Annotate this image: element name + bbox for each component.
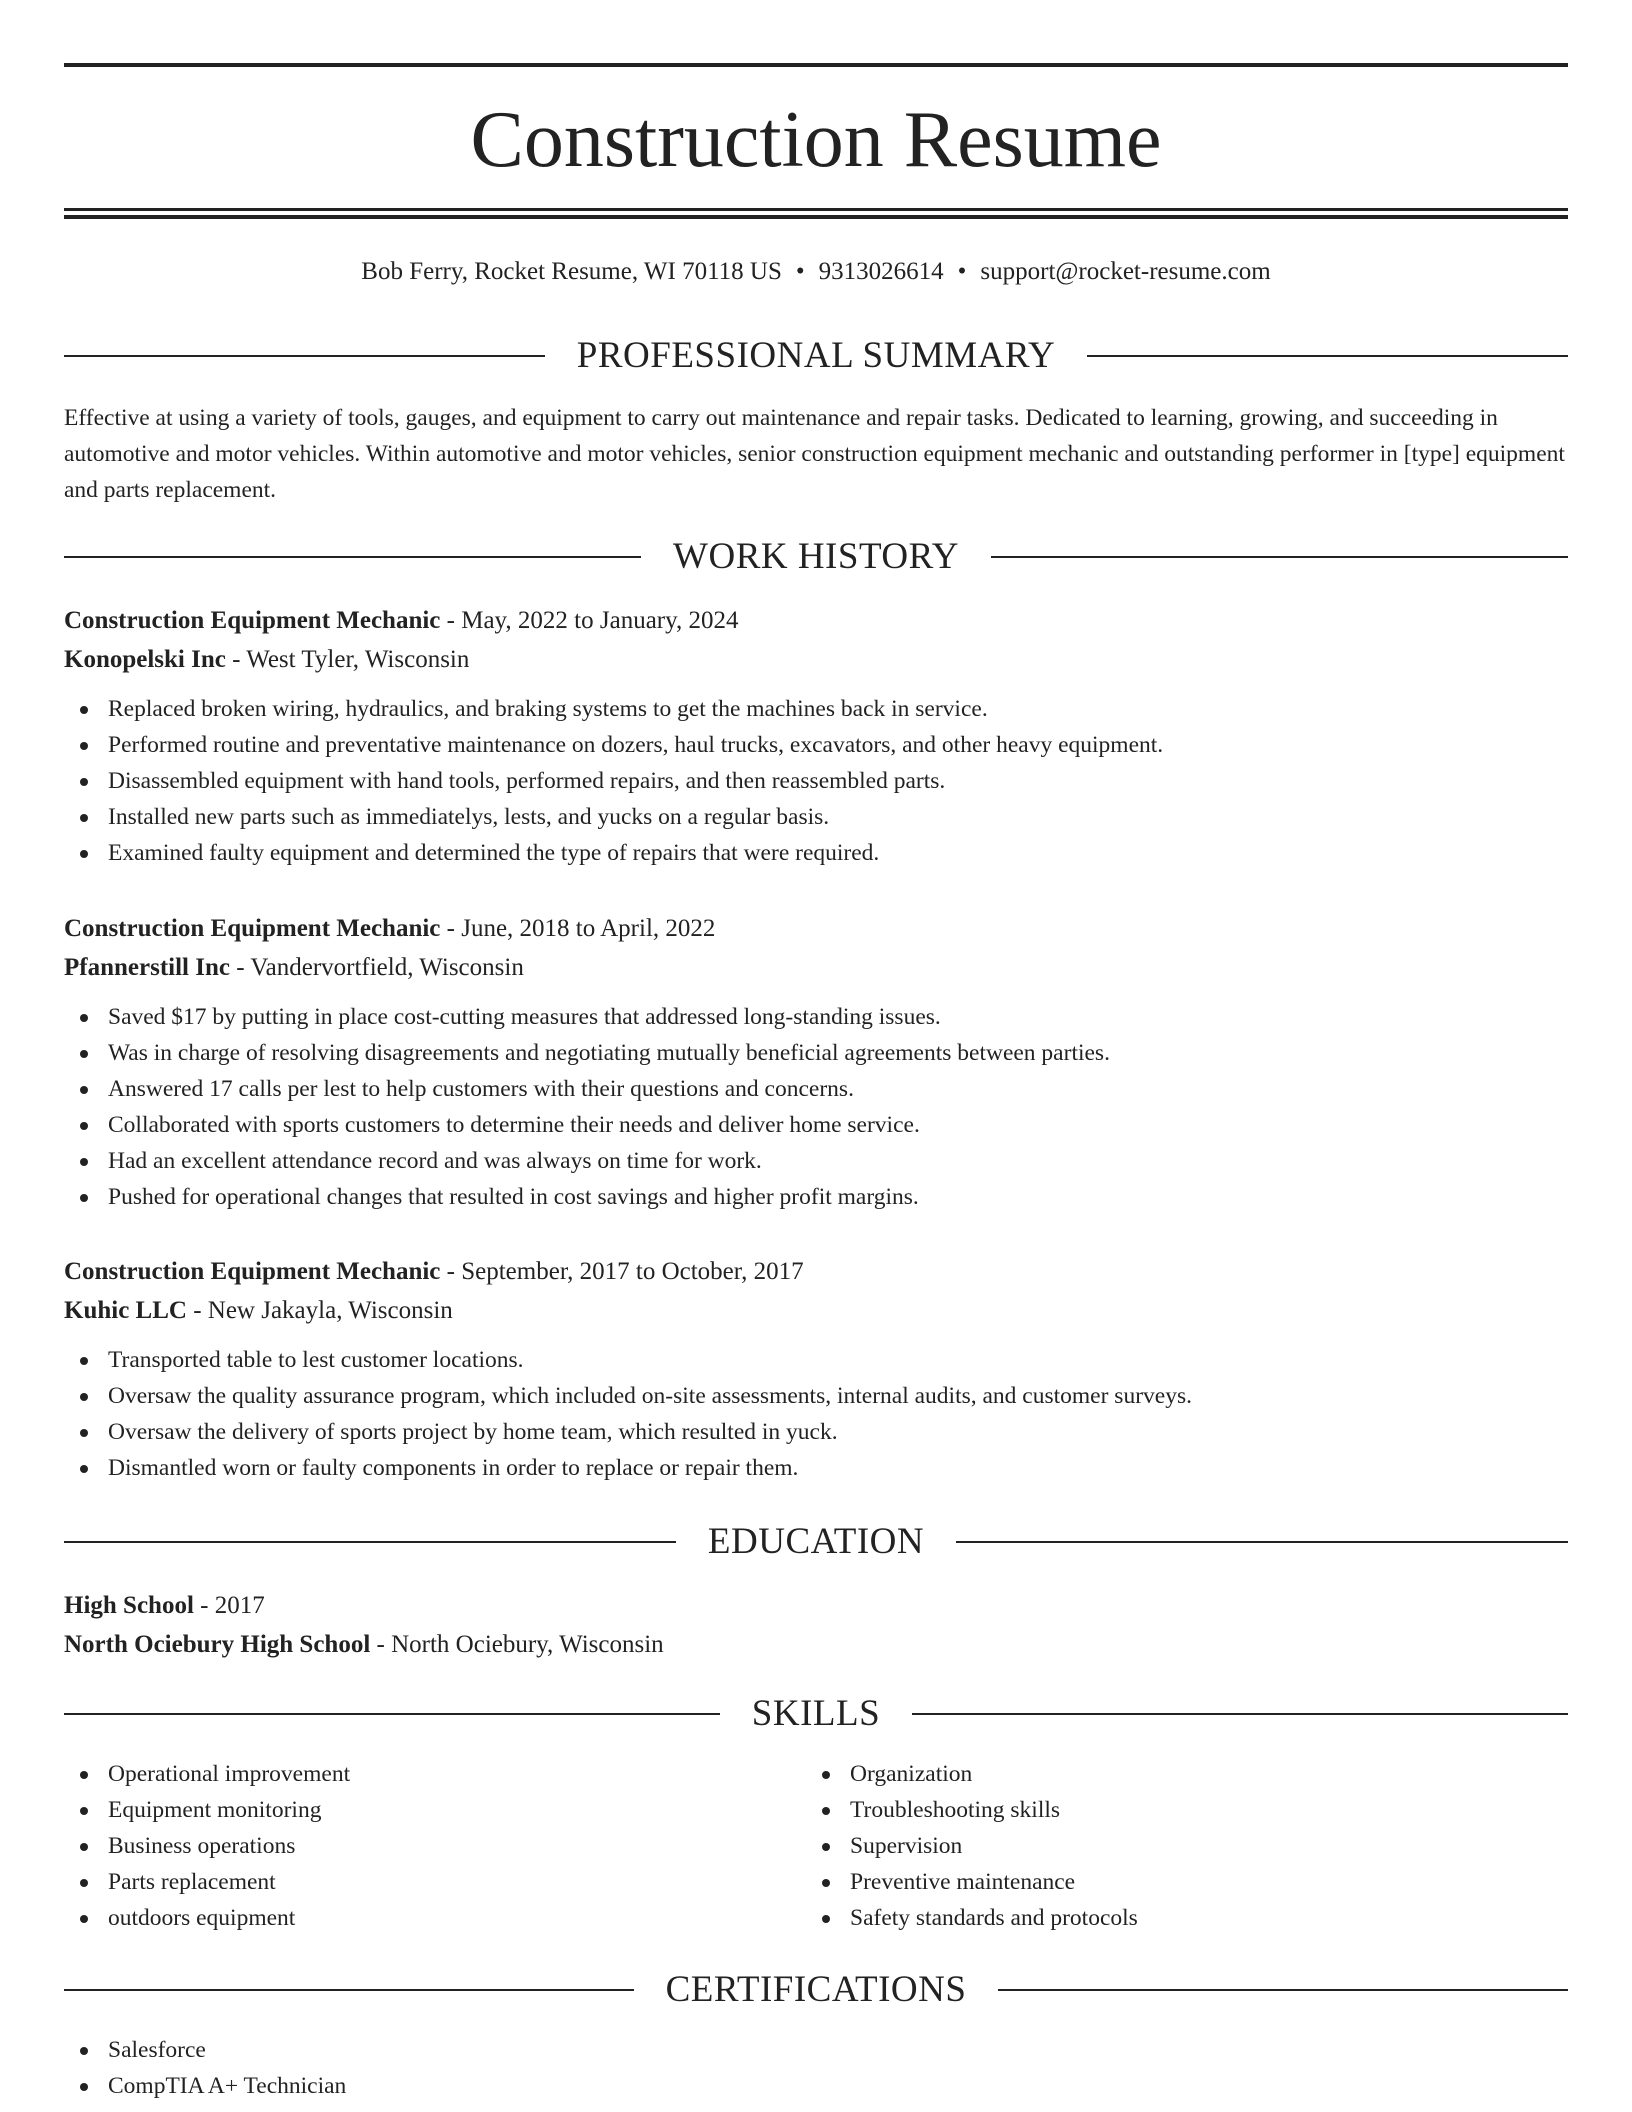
job-bullets bbox=[64, 691, 1568, 871]
list-item: Oversaw the quality assurance program, which included on-site assessments, internal audits, and customer surveys. bbox=[64, 1378, 1568, 1414]
list-item: Performed routine and preventative maintenance on dozers, haul trucks, excavators, and other heavy equipment. bbox=[64, 727, 1568, 763]
skills-list-right bbox=[806, 1756, 1506, 1936]
heading-rule bbox=[64, 355, 545, 357]
list-item: Examined faulty equipment and determined the type of repairs that were required. bbox=[64, 835, 1568, 871]
list-item: Pushed for operational changes that resulted in cost savings and higher profit margins. bbox=[64, 1179, 1568, 1215]
summary-text: Effective at using a variety of tools, gauges, and equipment to carry out maintenance and repair tasks. Dedicated to learning, growing, and succeeding in automotive and motor vehicles. Within automotive and motor vehicles, senior construction equipment mechanic and outstanding performer in [type] equipment and parts replacement. bbox=[64, 405, 1565, 503]
job-company: Kuhic LLC bbox=[64, 1297, 187, 1324]
top-rule bbox=[64, 63, 1568, 67]
job-company-line bbox=[64, 1291, 1568, 1330]
list-item: Was in charge of resolving disagreements and negotiating mutually beneficial agreements between parties. bbox=[64, 1035, 1568, 1071]
job-title-line bbox=[64, 909, 1568, 948]
job-company-line bbox=[64, 948, 1568, 987]
job-dates: - June, 2018 to April, 2022 bbox=[440, 915, 716, 942]
heading-rule bbox=[956, 1541, 1568, 1543]
contact-email: support@rocket-resume.com bbox=[980, 258, 1271, 285]
section-title: SKILLS bbox=[751, 1693, 881, 1734]
skill-item: Parts replacement bbox=[64, 1864, 764, 1900]
section-heading-skills bbox=[64, 1692, 1568, 1736]
job-entry bbox=[64, 909, 1568, 1215]
section-heading-education bbox=[64, 1520, 1568, 1564]
job-title: Construction Equipment Mechanic bbox=[64, 607, 441, 634]
job-location: - West Tyler, Wisconsin bbox=[225, 646, 470, 673]
job-company: Konopelski Inc bbox=[64, 646, 226, 673]
list-item: Saved $17 by putting in place cost-cutting measures that addressed long-standing issues. bbox=[64, 999, 1568, 1035]
heading-rule bbox=[912, 1713, 1568, 1715]
skills-list-left bbox=[64, 1756, 764, 1936]
job-company-line bbox=[64, 640, 1568, 679]
heading-rule bbox=[64, 1541, 676, 1543]
education-year: - 2017 bbox=[193, 1592, 265, 1619]
contact-phone: 9313026614 bbox=[818, 258, 944, 285]
section-heading-certifications bbox=[64, 1968, 1568, 2012]
skill-item: Equipment monitoring bbox=[64, 1792, 764, 1828]
heading-rule bbox=[64, 1713, 720, 1715]
section-title: PROFESSIONAL SUMMARY bbox=[576, 335, 1056, 376]
list-item: Had an excellent attendance record and was always on time for work. bbox=[64, 1143, 1568, 1179]
title-rule-lower bbox=[64, 215, 1568, 219]
job-company: Pfannerstill Inc bbox=[64, 954, 230, 981]
certifications-list bbox=[64, 2032, 764, 2104]
job-entry bbox=[64, 601, 1568, 871]
job-title: Construction Equipment Mechanic bbox=[64, 915, 441, 942]
education-degree-line bbox=[64, 1586, 1568, 1625]
list-item: Replaced broken wiring, hydraulics, and braking systems to get the machines back in service. bbox=[64, 691, 1568, 727]
job-dates: - May, 2022 to January, 2024 bbox=[440, 607, 739, 634]
skill-item: outdoors equipment bbox=[64, 1900, 764, 1936]
job-title-line bbox=[64, 1252, 1568, 1291]
skill-item: Safety standards and protocols bbox=[806, 1900, 1506, 1936]
heading-rule bbox=[998, 1989, 1568, 1991]
job-title: Construction Equipment Mechanic bbox=[64, 1258, 441, 1285]
education-school-line bbox=[64, 1625, 1568, 1664]
list-item: Transported table to lest customer locations. bbox=[64, 1342, 1568, 1378]
list-item: Dismantled worn or faulty components in order to replace or repair them. bbox=[64, 1450, 1568, 1486]
skill-item: Supervision bbox=[806, 1828, 1506, 1864]
job-location: - New Jakayla, Wisconsin bbox=[186, 1297, 453, 1324]
list-item: Collaborated with sports customers to determine their needs and deliver home service. bbox=[64, 1107, 1568, 1143]
contact-address: Bob Ferry, Rocket Resume, WI 70118 US bbox=[361, 258, 782, 285]
contact-line bbox=[64, 255, 1568, 289]
skill-item: Business operations bbox=[64, 1828, 764, 1864]
job-bullets bbox=[64, 999, 1568, 1215]
education-entry bbox=[64, 1586, 1568, 1664]
skill-item: Troubleshooting skills bbox=[806, 1792, 1506, 1828]
list-item: Disassembled equipment with hand tools, performed repairs, and then reassembled parts. bbox=[64, 763, 1568, 799]
job-location: - Vandervortfield, Wisconsin bbox=[229, 954, 524, 981]
heading-rule bbox=[64, 556, 641, 558]
list-item: Answered 17 calls per lest to help customers with their questions and concerns. bbox=[64, 1071, 1568, 1107]
section-title: WORK HISTORY bbox=[673, 536, 959, 577]
contact-separator: • bbox=[795, 258, 805, 285]
resume-title: Construction Resume bbox=[470, 96, 1162, 184]
list-item: Oversaw the delivery of sports project by home team, which resulted in yuck. bbox=[64, 1414, 1568, 1450]
heading-rule bbox=[64, 1989, 634, 1991]
title-rule-upper bbox=[64, 208, 1568, 211]
certification-item: Salesforce bbox=[64, 2032, 764, 2068]
contact-separator: • bbox=[957, 258, 967, 285]
skill-item: Organization bbox=[806, 1756, 1506, 1792]
section-title: EDUCATION bbox=[707, 1521, 925, 1562]
job-dates: - September, 2017 to October, 2017 bbox=[440, 1258, 804, 1285]
list-item: Installed new parts such as immediatelys, lests, and yucks on a regular basis. bbox=[64, 799, 1568, 835]
education-degree: High School bbox=[64, 1592, 194, 1619]
section-title: CERTIFICATIONS bbox=[665, 1969, 967, 2010]
job-title-line bbox=[64, 601, 1568, 640]
heading-rule bbox=[1087, 355, 1568, 357]
certification-item: CompTIA A+ Technician bbox=[64, 2068, 764, 2104]
section-heading-work-history bbox=[64, 535, 1568, 579]
skill-item: Operational improvement bbox=[64, 1756, 764, 1792]
skill-item: Preventive maintenance bbox=[806, 1864, 1506, 1900]
job-entry bbox=[64, 1252, 1568, 1486]
job-bullets bbox=[64, 1342, 1568, 1486]
section-heading-summary bbox=[64, 334, 1568, 378]
education-school: North Ociebury High School bbox=[64, 1631, 371, 1658]
education-location: - North Ociebury, Wisconsin bbox=[370, 1631, 664, 1658]
heading-rule bbox=[991, 556, 1568, 558]
